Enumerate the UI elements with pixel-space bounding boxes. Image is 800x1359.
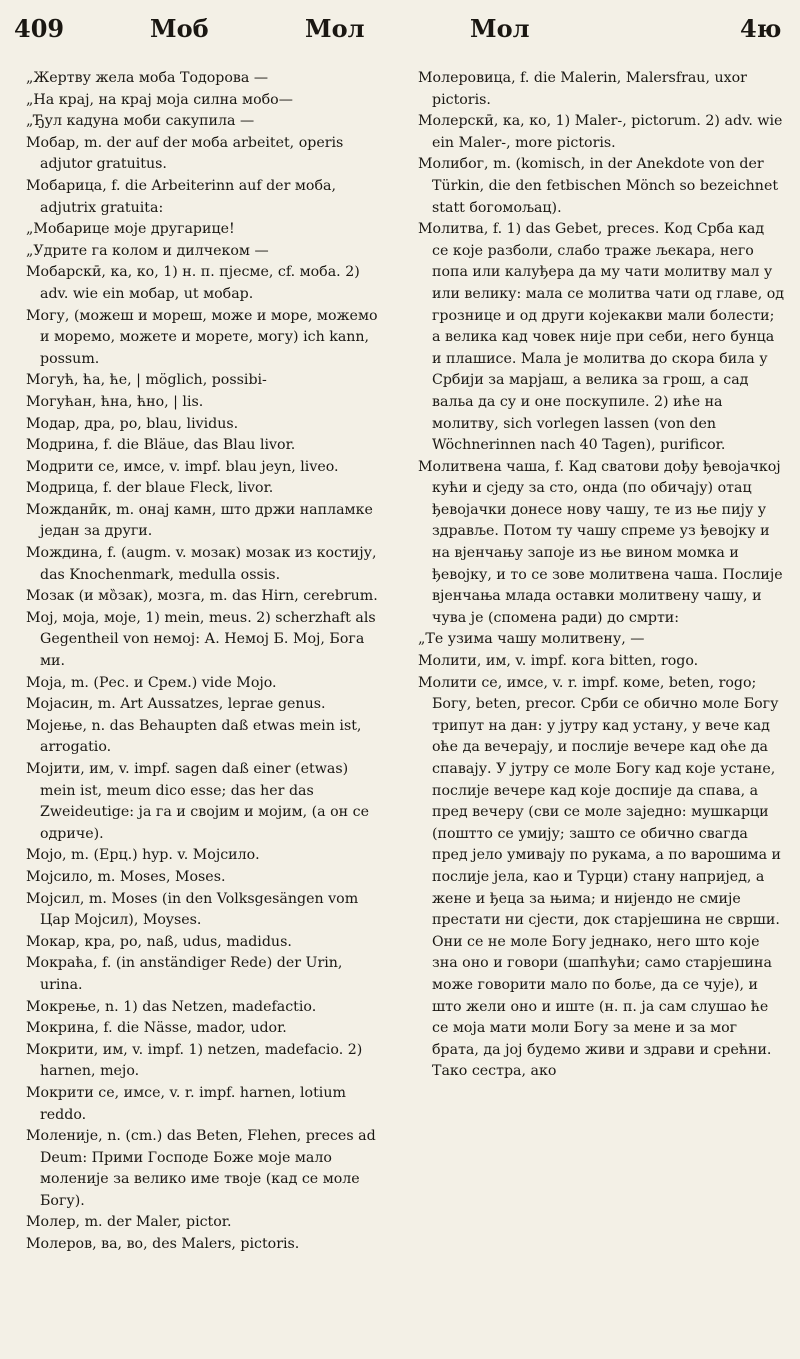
dictionary-entry: Мокар, кра, ро, naß, udus, madidus.: [26, 933, 292, 950]
dictionary-entry: Могу, (можеш и мореш, може и море, можемо и моремо, можете и морете, могу) ich kann, possum.: [26, 307, 378, 367]
dictionary-entry: Мокрити се, имсе, v. r. impf. harnen, lotium reddo.: [26, 1084, 346, 1123]
dictionary-entry: Мокрина, f. die Nässe, mador, udor.: [26, 1020, 287, 1037]
dictionary-entry: „Удрите га колом и дилчеком —: [26, 242, 269, 259]
dictionary-entry: „Жертву жела моба Тодорова —: [26, 70, 269, 86]
page-number-left: 409: [14, 14, 65, 43]
dictionary-entry: Молитвена чаша, f. Кад сватови дођу ђевојачкој кући и сједу за сто, онда (по обичају) отац ђевојачки донесе нову чашу, те из ње пију у здравље. Потом ту чашу спреме уз ђевојку и на вјенчању запоје из ње вином момка и ђевојку, и то се зове молитвена чаша. Послије вјенчања млада оставки молитвену чашу, и чува је (спомена ради) до смрти:: [418, 458, 783, 626]
dictionary-entry: Мождина, f. (augm. v. мозак) мозак из костију, das Knochenmark, medulla ossis.: [26, 545, 377, 583]
dictionary-entry: Мобар, m. der auf der моба arbeitet, operis adjutor gratuitus.: [26, 134, 344, 173]
dictionary-entry: Моленије, n. (сm.) das Beten, Flehen, preces ad Deum: Прими Господе Боже моје мало моленије за велико име твоје (кад се моле Богу).: [26, 1128, 376, 1209]
dictionary-entry: Мојење, n. das Behaupten daß etwas mein ist, arrogatio.: [26, 717, 362, 756]
running-head-right: Мол: [470, 14, 530, 43]
dictionary-entry: Мокрење, n. 1) das Netzen, madefactio.: [26, 998, 317, 1015]
dictionary-entry: Молеровица, f. die Malerin, Malersfrau, uxor pictoris.: [418, 70, 747, 108]
dictionary-entry: Мозак (и мо̏зак), мозга, m. das Hirn, cerebrum.: [26, 588, 378, 605]
running-head-left-last: Мол: [305, 14, 365, 43]
dictionary-entry: Мокрити, им, v. impf. 1) netzen, madefacio. 2) harnen, mejo.: [26, 1041, 363, 1080]
running-head-left-first: Моб: [150, 14, 209, 43]
dictionary-entry: Модрити се, имсе, v. impf. blau jeyn, liveo.: [26, 458, 339, 475]
dictionary-entry: Могућан, ћна, ћно, | lis.: [26, 393, 204, 410]
dictionary-entry: Мојо, m. (Ерц.) hyp. v. Мојсило.: [26, 847, 260, 864]
dictionary-entry: Мојити, им, v. impf. sagen daß einer (etwas) mein ist, meum dico esse; das her das Zweideutige: ја га и својим и мојим, (а он се одриче).: [26, 761, 369, 842]
dictionary-entry: „Ђул кадуна моби сакупила —: [26, 113, 255, 130]
dictionary-entry: Молити се, имсе, v. r. impf. коме, beten, rogo; Богу, beten, precor. Срби се обично моле Богу трипут на дан: у јутру кад устану, у вече кад оће да вечерају, и послије вечере кад оће да спавају. У јутру се моле Богу кад које устане, послије вечере кад које доспије да спава, а пред вечеру (сви се моле заједно: мушкарци (поштто се умију; зашто се обично свагда пред јело умивају по рукама, а по варошима и послије јела, као и Турци) стану напријед, а жене и ђеца за њима; и нијендо не смије престати ни сјести, док старјешина не сврши. Они се не моле Богу једнако, него што које зна оно и говори (шапћући; само старјешина може говорити мало по боље, да се чује), и што жели оно и иште (н. п. ја сам слушао ће се моја мати моли Богу за мене и за мог брата, да јој будемо живи и здрави и срећни. Тако сестра, ако: [418, 674, 782, 1080]
dictionary-entry: Модрица, f. der blaue Fleck, livor.: [26, 480, 274, 497]
dictionary-entry: Мојсило, m. Moses, Moses.: [26, 868, 226, 885]
dictionary-entry: „Мобарице моје другарице!: [26, 221, 235, 238]
dictionary-entry: Мокраћа, f. (in anständiger Rede) der Urin, urina.: [26, 955, 343, 993]
dictionary-entry: Молибог, m. (komisch, in der Anekdote von der Türkin, die den fetbischen Mönch so bezeichnet statt богомољац).: [418, 156, 779, 216]
left-column: [26, 68, 380, 1256]
dictionary-entry: Модар, дра, ро, blau, lividus.: [26, 415, 239, 432]
page-number-right: 4ю: [740, 14, 782, 43]
dictionary-entry: Молитва, f. 1) das Gebet, preces. Код Срба кад се које разболи, слабо траже љекара, него попа или калуђера да му чати молитву мал у или велику: мала се молитва чати од главе, од грознице и од други којекакви мали болести; а велика кад човек није при себи, него бунца и плашисе. Мала је молитва до скора била у Србији за марјаш, а велика за грош, а сад вальа да су и оне поскупиле. 2) иће на молитву, sich vorlegen lassen (von den Wöchnerinnen nach 40 Tagen), purificor.: [418, 221, 784, 454]
dictionary-entry: Мој, моја, моје, 1) mein, meus. 2) scherzhaft als Gegentheil von немој: А. Немој Б. Мој, Бога ми.: [26, 609, 376, 670]
dictionary-entry: Мојасин, m. Art Aussatzes, leprae genus.: [26, 696, 326, 713]
dictionary-entry: Молер, m. der Maler, pictor.: [26, 1214, 232, 1231]
dictionary-entry: Молерскӣ, ка, ко, 1) Maler-, pictorum. 2) adv. wie ein Maler-, more pictoris.: [418, 113, 783, 151]
dictionary-entry: Молити, им, v. impf. кога bitten, rogo.: [418, 653, 699, 670]
page-header: [0, 14, 800, 54]
dictionary-entry: Мојсил, m. Moses (in den Volksgesängen vom Цар Мојсил), Moyses.: [26, 890, 359, 929]
dictionary-entry: Могућ, ћа, ће, | möglich, possibi-: [26, 372, 267, 389]
dictionary-entry: Модрина, f. die Bläue, das Blau livor.: [26, 437, 296, 454]
dictionary-entry: Молеров, ва, во, des Malers, pictoris.: [26, 1236, 300, 1253]
dictionary-entry: Мобарскӣ, ка, ко, 1) н. п. пјесме, cf. моба. 2) adv. wie ein мобар, ut мобар.: [26, 264, 360, 302]
dictionary-entry: Моја, m. (Рес. и Срем.) vide Mojo.: [26, 674, 277, 691]
dictionary-entry: „Те узима чашу молитвену, —: [418, 631, 645, 648]
dictionary-entry: „На крај, на крај моја силна мобо—: [26, 91, 293, 108]
right-column: [418, 68, 784, 1083]
dictionary-entry: Можданӣк, m. онај камн, што држи напламке један за други.: [26, 501, 373, 540]
dictionary-entry: Мобарица, f. die Arbeiterinn auf der моба, adjutrix gratuita:: [26, 177, 336, 216]
